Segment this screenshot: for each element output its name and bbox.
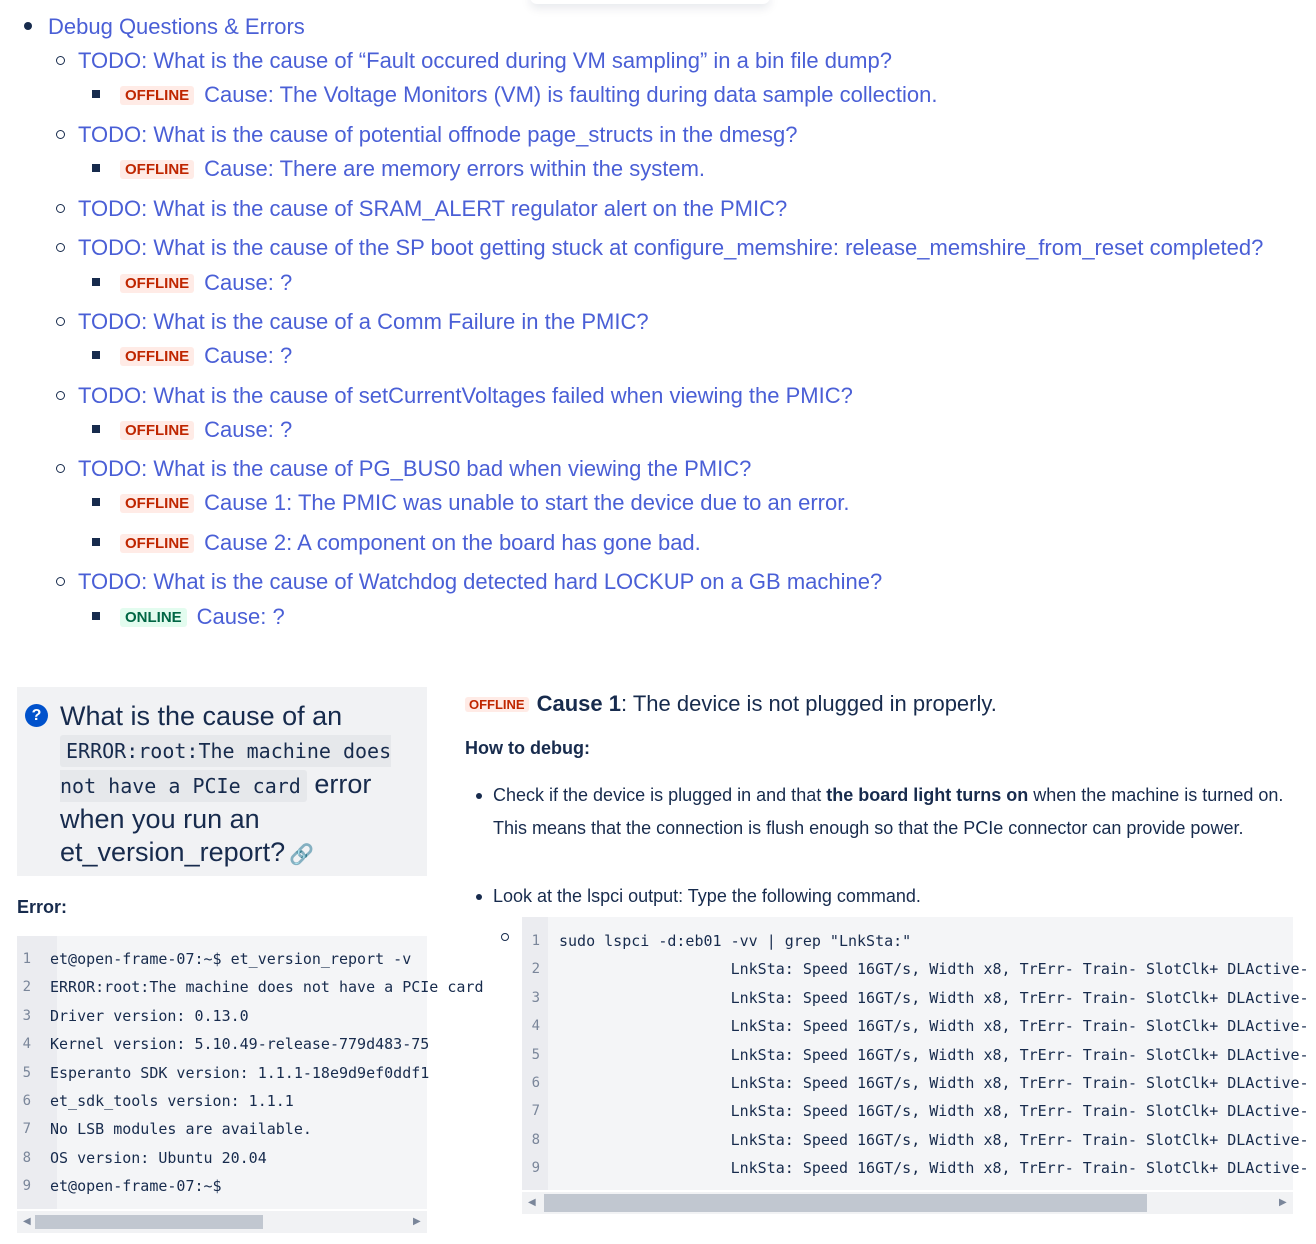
line-number: 9 [22, 1178, 31, 1195]
toc-cause-link[interactable]: OFFLINE Cause: There are memory errors within the system. [92, 156, 705, 182]
toc-cause-link[interactable]: ONLINE Cause: ? [92, 604, 285, 630]
disc-bullet-icon [476, 894, 482, 900]
error-heading: Error: [17, 897, 68, 917]
circle-bullet-icon [56, 464, 65, 473]
square-bullet-icon [92, 612, 100, 620]
line-number: 6 [531, 1075, 540, 1091]
toc-question-link[interactable]: TODO: What is the cause of SRAM_ALERT regulator alert on the PMIC? [56, 196, 787, 222]
toc-cause-link[interactable]: OFFLINE Cause: The Voltage Monitors (VM) is faulting during data sample collection. [92, 82, 937, 108]
circle-bullet-icon [56, 56, 65, 65]
line-number: 5 [22, 1064, 31, 1081]
code-line: LnkSta: Speed 16GT/s, Width x8, TrErr- Train- SlotClk+ DLActive- [559, 1102, 1309, 1121]
link-icon[interactable]: 🔗 [289, 844, 315, 866]
code-line: et@open-frame-07:~$ [50, 1177, 222, 1196]
status-lozenge: OFFLINE [465, 697, 529, 712]
code-line: sudo lspci -d:eb01 -vv | grep "LnkSta:" [559, 932, 912, 950]
status-lozenge: OFFLINE [120, 86, 194, 105]
question-heading [60, 700, 420, 872]
square-bullet-icon [92, 278, 100, 286]
question-prefix: What is the cause of an [60, 701, 343, 731]
how-to-debug-heading: How to debug: [465, 738, 590, 758]
scroll-right-arrow-icon[interactable]: ▶ [413, 1216, 421, 1227]
code-line: LnkSta: Speed 16GT/s, Width x8, TrErr- Train- SlotClk+ DLActive- [559, 1074, 1309, 1092]
toc-question-link[interactable]: TODO: What is the cause of the SP boot getting stuck at configure_memshire: release_memshire_from_reset completed? [56, 235, 1263, 261]
toc-cause-link[interactable]: OFFLINE Cause: ? [92, 343, 292, 369]
circle-bullet-icon [56, 391, 65, 400]
status-lozenge: OFFLINE [120, 534, 194, 553]
toc-question-link[interactable]: TODO: What is the cause of potential offnode page_structs in the dmesg? [56, 122, 798, 148]
square-bullet-icon [92, 351, 100, 359]
question-suffix: error when you run an et_version_report? [60, 769, 372, 867]
error-code-block [17, 936, 484, 1209]
scroll-left-arrow-icon[interactable]: ◀ [23, 1216, 31, 1227]
code-line: LnkSta: Speed 16GT/s, Width x8, TrErr- Train- SlotClk+ DLActive- [559, 960, 1309, 979]
status-lozenge: OFFLINE [120, 160, 194, 179]
toc-cause-link[interactable]: OFFLINE Cause 1: The PMIC was unable to start the device due to an error. [92, 490, 849, 516]
status-lozenge: OFFLINE [120, 347, 194, 366]
square-bullet-icon [92, 498, 100, 506]
square-bullet-icon [92, 538, 100, 546]
square-bullet-icon [92, 425, 100, 433]
code-line: LnkSta: Speed 16GT/s, Width x8, TrErr- Train- SlotClk+ DLActive- [559, 988, 1309, 1007]
toc-question-link[interactable]: TODO: What is the cause of Watchdog detected hard LOCKUP on a GB machine? [56, 569, 882, 595]
circle-bullet-icon [56, 577, 65, 586]
code-line: Esperanto SDK version: 1.1.1-18e9d9ef0ddf1 [50, 1063, 430, 1082]
circle-bullet-icon [56, 130, 65, 139]
scroll-right-arrow-icon[interactable]: ▶ [1279, 1197, 1287, 1208]
cause-heading: OFFLINE Cause 1: The device is not plugged in properly. [465, 691, 997, 717]
toc-cause-link[interactable]: OFFLINE Cause: ? [92, 270, 292, 296]
disc-bullet-icon [24, 22, 32, 30]
status-lozenge: OFFLINE [120, 494, 194, 513]
line-number: 6 [22, 1093, 31, 1109]
toc-root-link[interactable]: Debug Questions & Errors [24, 14, 305, 40]
code-line: Kernel version: 5.10.49-release-779d483-75 [50, 1035, 430, 1054]
question-panel [17, 687, 427, 876]
toc-question-link[interactable]: TODO: What is the cause of a Comm Failure in the PMIC? [56, 309, 649, 335]
code-line: Driver version: 0.13.0 [50, 1006, 249, 1025]
toc-question-link[interactable]: TODO: What is the cause of PG_BUS0 bad when viewing the PMIC? [56, 456, 751, 482]
code-line: et_sdk_tools version: 1.1.1 [50, 1092, 294, 1110]
line-number: 9 [531, 1160, 540, 1177]
toc-question-link[interactable]: TODO: What is the cause of setCurrentVoltages failed when viewing the PMIC? [56, 383, 853, 409]
question-mark-icon: ? [25, 704, 48, 727]
line-number: 3 [22, 1007, 31, 1024]
code-line: et@open-frame-07:~$ et_version_report -v [50, 950, 412, 968]
scroll-left-arrow-icon[interactable]: ◀ [528, 1197, 536, 1208]
question-code: ERROR:root:The machine does not have a PCIe card [60, 735, 391, 802]
line-number: 8 [22, 1149, 31, 1166]
line-number: 1 [22, 951, 31, 967]
scrollbar-thumb[interactable] [35, 1215, 263, 1229]
toc-cause-link[interactable]: OFFLINE Cause: ? [92, 417, 292, 443]
toc-cause-link[interactable]: OFFLINE Cause 2: A component on the board has gone bad. [92, 530, 701, 556]
status-lozenge: ONLINE [120, 608, 187, 627]
scrollbar-thumb[interactable] [544, 1194, 1147, 1212]
code-line: LnkSta: Speed 16GT/s, Width x8, TrErr- Train- SlotClk+ DLActive- [559, 1130, 1309, 1149]
code-line: LnkSta: Speed 16GT/s, Width x8, TrErr- Train- SlotClk+ DLActive- [559, 1045, 1309, 1064]
code-line: OS version: Ubuntu 20.04 [50, 1148, 267, 1167]
line-number: 8 [531, 1131, 540, 1148]
line-number: 4 [22, 1036, 31, 1053]
disc-bullet-icon [476, 793, 482, 799]
line-number: 1 [531, 933, 540, 949]
code-line: LnkSta: Speed 16GT/s, Width x8, TrErr- Train- SlotClk+ DLActive- [559, 1159, 1309, 1178]
right-horizontal-scrollbar[interactable] [522, 1192, 1293, 1214]
line-number: 7 [22, 1121, 31, 1138]
circle-bullet-icon [501, 933, 509, 941]
status-lozenge: OFFLINE [120, 421, 194, 440]
circle-bullet-icon [56, 204, 65, 213]
line-number: 4 [531, 1018, 540, 1035]
circle-bullet-icon [56, 243, 65, 252]
lspci-code-block [522, 917, 1309, 1190]
toc-question-link[interactable]: TODO: What is the cause of “Fault occured during VM sampling” in a bin file dump? [56, 48, 892, 74]
debug-step-item: Look at the lspci output: Type the following command. [493, 880, 1293, 913]
left-horizontal-scrollbar[interactable] [17, 1211, 427, 1233]
code-line: LnkSta: Speed 16GT/s, Width x8, TrErr- Train- SlotClk+ DLActive- [559, 1017, 1309, 1036]
circle-bullet-icon [56, 317, 65, 326]
line-number: 2 [531, 961, 540, 978]
status-lozenge: OFFLINE [120, 274, 194, 293]
line-number: 2 [22, 979, 31, 996]
square-bullet-icon [92, 90, 100, 98]
line-number: 5 [531, 1046, 540, 1063]
debug-step-item: Check if the device is plugged in and that the board light turns on when the machine is turned on. This means that the connection is flush enough so that the PCIe connector can provide power. [493, 779, 1293, 845]
code-line: No LSB modules are available. [50, 1120, 312, 1139]
floating-toolbar-shadow [530, 0, 770, 4]
code-line: ERROR:root:The machine does not have a PCIe card [50, 978, 484, 997]
line-number: 7 [531, 1103, 540, 1120]
line-number: 3 [531, 989, 540, 1006]
square-bullet-icon [92, 164, 100, 172]
